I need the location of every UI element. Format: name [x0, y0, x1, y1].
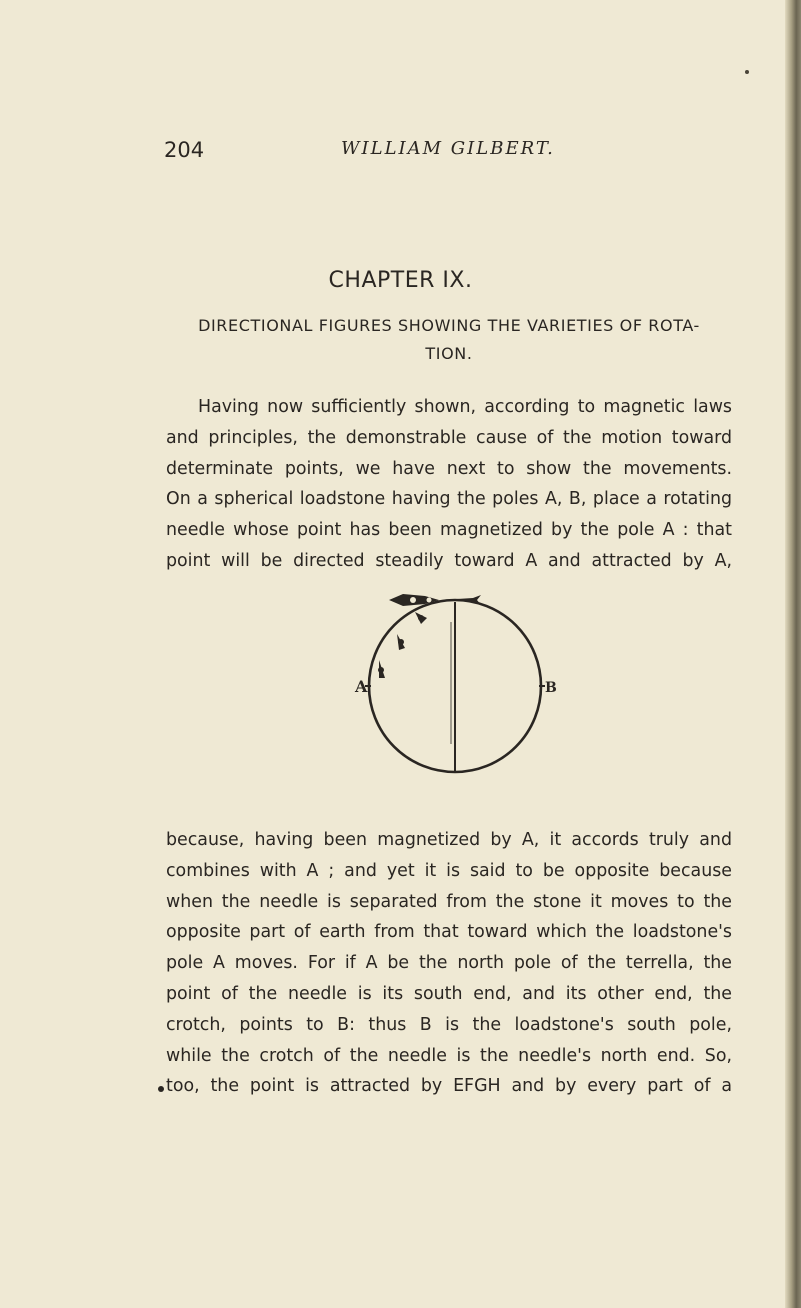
paragraph-line: when the needle is separated from the stone it moves to the — [166, 891, 732, 912]
paragraph-line: point will be directed steadily toward A and attracted by A, — [166, 550, 732, 571]
paragraph-line: Having now sufficiently shown, according to magnetic laws — [198, 397, 732, 417]
paragraph-line: determinate points, we have next to show the movements. — [166, 458, 732, 479]
chapter-title: CHAPTER IX. — [328, 268, 473, 293]
paragraph-line: On a spherical loadstone having the poles A, B, place a rotating — [166, 489, 732, 510]
pole-label-b: B — [545, 680, 557, 696]
paragraph-line: while the crotch of the needle is the needle's north end. So, — [166, 1045, 732, 1066]
paragraph-line: pole A moves. For if A be the north pole of the terrella, the — [166, 953, 732, 974]
paragraph-line: combines with A ; and yet it is said to be opposite because — [166, 860, 732, 881]
page-number: 204 — [164, 138, 205, 162]
ink-speck — [745, 70, 749, 74]
paragraph-line: crotch, points to B: thus B is the loadstone's south pole, — [166, 1014, 732, 1035]
needle-small-2 — [397, 634, 405, 650]
running-head — [0, 138, 801, 168]
pole-label-a: A — [355, 677, 368, 696]
needle-top — [389, 594, 481, 606]
needle-small-1 — [415, 612, 427, 624]
needle-small-3 — [378, 660, 385, 678]
chapter-subtitle — [166, 312, 732, 368]
paragraph-line: and principles, the demonstrable cause of the motion toward — [166, 427, 732, 448]
subtitle-line: TION. — [425, 344, 473, 363]
subtitle-line: DIRECTIONAL FIGURES SHOWING THE VARIETIES OF ROTA- — [198, 316, 700, 335]
running-title: WILLIAM GILBERT. — [341, 138, 555, 159]
paragraph-line: needle whose point has been magnetized by the pole A : that — [166, 520, 732, 541]
paragraph-line: too, the point is attracted by EFGH and by every part of a — [166, 1076, 732, 1097]
paragraph-1 — [166, 392, 732, 577]
paragraph-line: opposite part of earth from that toward which the loadstone's — [166, 922, 732, 943]
terrella-figure — [355, 584, 555, 794]
paragraph-line: point of the needle is its south end, and its other end, the — [166, 983, 732, 1004]
margin-bullet — [158, 1086, 164, 1092]
terrella-diagram — [355, 584, 555, 794]
paragraph-2 — [166, 825, 732, 1102]
page-edge-shadow — [785, 0, 801, 1308]
paragraph-line: because, having been magnetized by A, it accords truly and — [166, 830, 732, 850]
